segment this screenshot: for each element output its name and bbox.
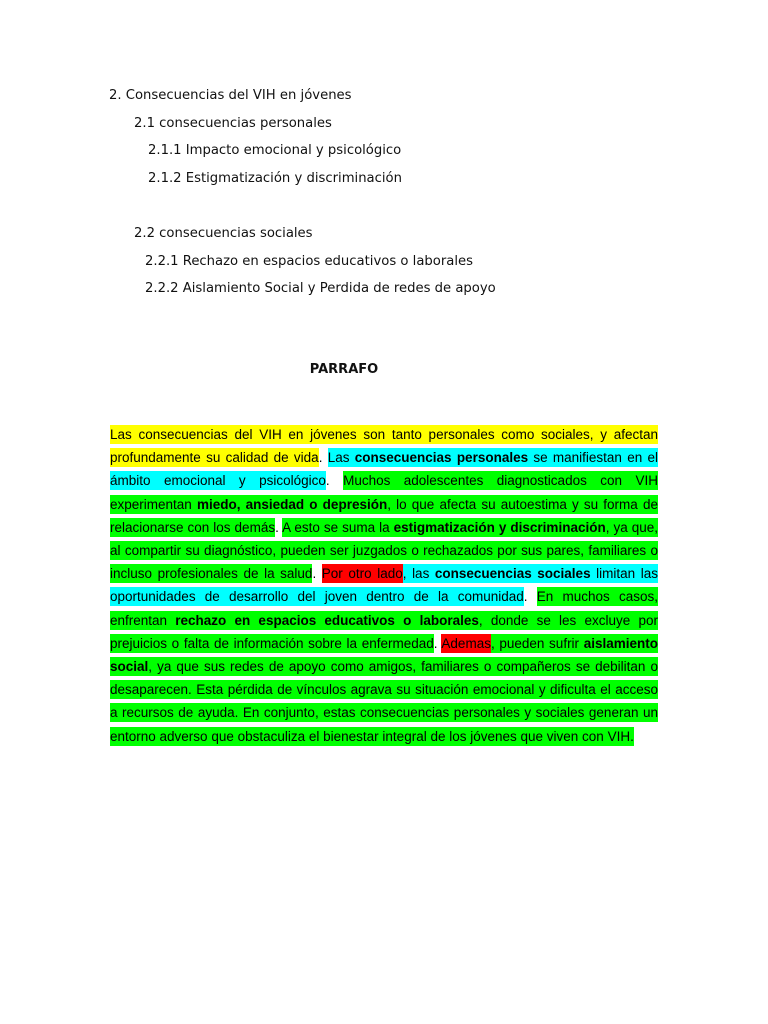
text-run: , donde se les excluye por prejuicios o falta de información sobre la enfermedad bbox=[110, 612, 658, 651]
text-run: . bbox=[325, 473, 344, 489]
text-run: . bbox=[523, 589, 537, 605]
bold-phrase: consecuencias personales bbox=[354, 450, 529, 466]
text-run: . bbox=[318, 450, 328, 466]
text-run: Las consecuencias del VIH en jóvenes son tanto personales como sociales, y afectan profundamente su calidad de vida bbox=[110, 427, 658, 466]
text-run: , pueden sufrir bbox=[490, 635, 584, 651]
paragraph-text-plain bbox=[312, 564, 321, 583]
outline-item-2-2-2: 2.2.2 Aislamiento Social y Perdida de redes de apoyo bbox=[145, 281, 496, 296]
text-run: A esto se suma la bbox=[282, 519, 394, 535]
text-run: . bbox=[312, 566, 322, 582]
bold-phrase: aislamiento social bbox=[110, 635, 658, 675]
outline-item-2-2-1: 2.2.1 Rechazo en espacios educativos o laborales bbox=[145, 254, 473, 269]
paragraph-text-plain bbox=[524, 587, 537, 606]
text-run: Por otro lado bbox=[321, 566, 403, 582]
outline-item-2-2: 2.2 consecuencias sociales bbox=[134, 226, 313, 241]
bold-phrase: miedo, ansiedad o depresión bbox=[196, 496, 388, 512]
highlight-red bbox=[441, 634, 491, 653]
text-run: , ya que sus redes de apoyo como amigos, familiares o compañeros se debilitan o desaparecen. Esta pérdida de vínculos agrava su situación emocional y dificulta el acceso a recursos de ayuda. En conjunto, estas consecuencias personales y sociales generan un entorno adverso que obstaculiza el bienestar integral de los jóvenes que viven con VIH. bbox=[110, 659, 658, 744]
outline-item-2-1-2: 2.1.2 Estigmatización y discriminación bbox=[148, 171, 402, 186]
bold-phrase: estigmatización y discriminación bbox=[393, 519, 606, 535]
text-run: , lo que afecta su autoestima y su forma de relacionarse con los demás bbox=[110, 496, 658, 535]
outline-item-2-1: 2.1 consecuencias personales bbox=[134, 116, 332, 131]
highlight-red bbox=[322, 564, 403, 583]
text-run: . bbox=[275, 519, 283, 535]
paragraph-text-plain bbox=[319, 448, 328, 467]
text-run: , ya que, al compartir su diagnóstico, pueden ser juzgados o rechazados por sus pares, familiares o incluso profesionales de la salud bbox=[110, 519, 658, 582]
text-run: se manifiestan en el ámbito emocional y psicológico bbox=[110, 450, 658, 489]
text-run: , las bbox=[402, 566, 435, 582]
bold-phrase: rechazo en espacios educativos o laborales bbox=[175, 612, 479, 628]
text-run: Las bbox=[327, 450, 355, 466]
text-run: En muchos casos, enfrentan bbox=[110, 589, 658, 628]
outline-item-2: 2. Consecuencias del VIH en jóvenes bbox=[109, 88, 352, 103]
text-run: Muchos adolescentes diagnosticados con VIH experimentan bbox=[110, 473, 658, 512]
highlighted-paragraph bbox=[110, 423, 658, 748]
text-run: . bbox=[433, 635, 442, 651]
paragraph-heading: PARRAFO bbox=[309, 362, 379, 377]
text-run: limitan las oportunidades de desarrollo del joven dentro de la comunidad bbox=[110, 566, 659, 605]
bold-phrase: consecuencias sociales bbox=[434, 566, 591, 582]
outline-item-2-1-1: 2.1.1 Impacto emocional y psicológico bbox=[148, 143, 402, 158]
paragraph-text-plain bbox=[326, 471, 343, 490]
text-run: Ademas bbox=[441, 635, 491, 651]
